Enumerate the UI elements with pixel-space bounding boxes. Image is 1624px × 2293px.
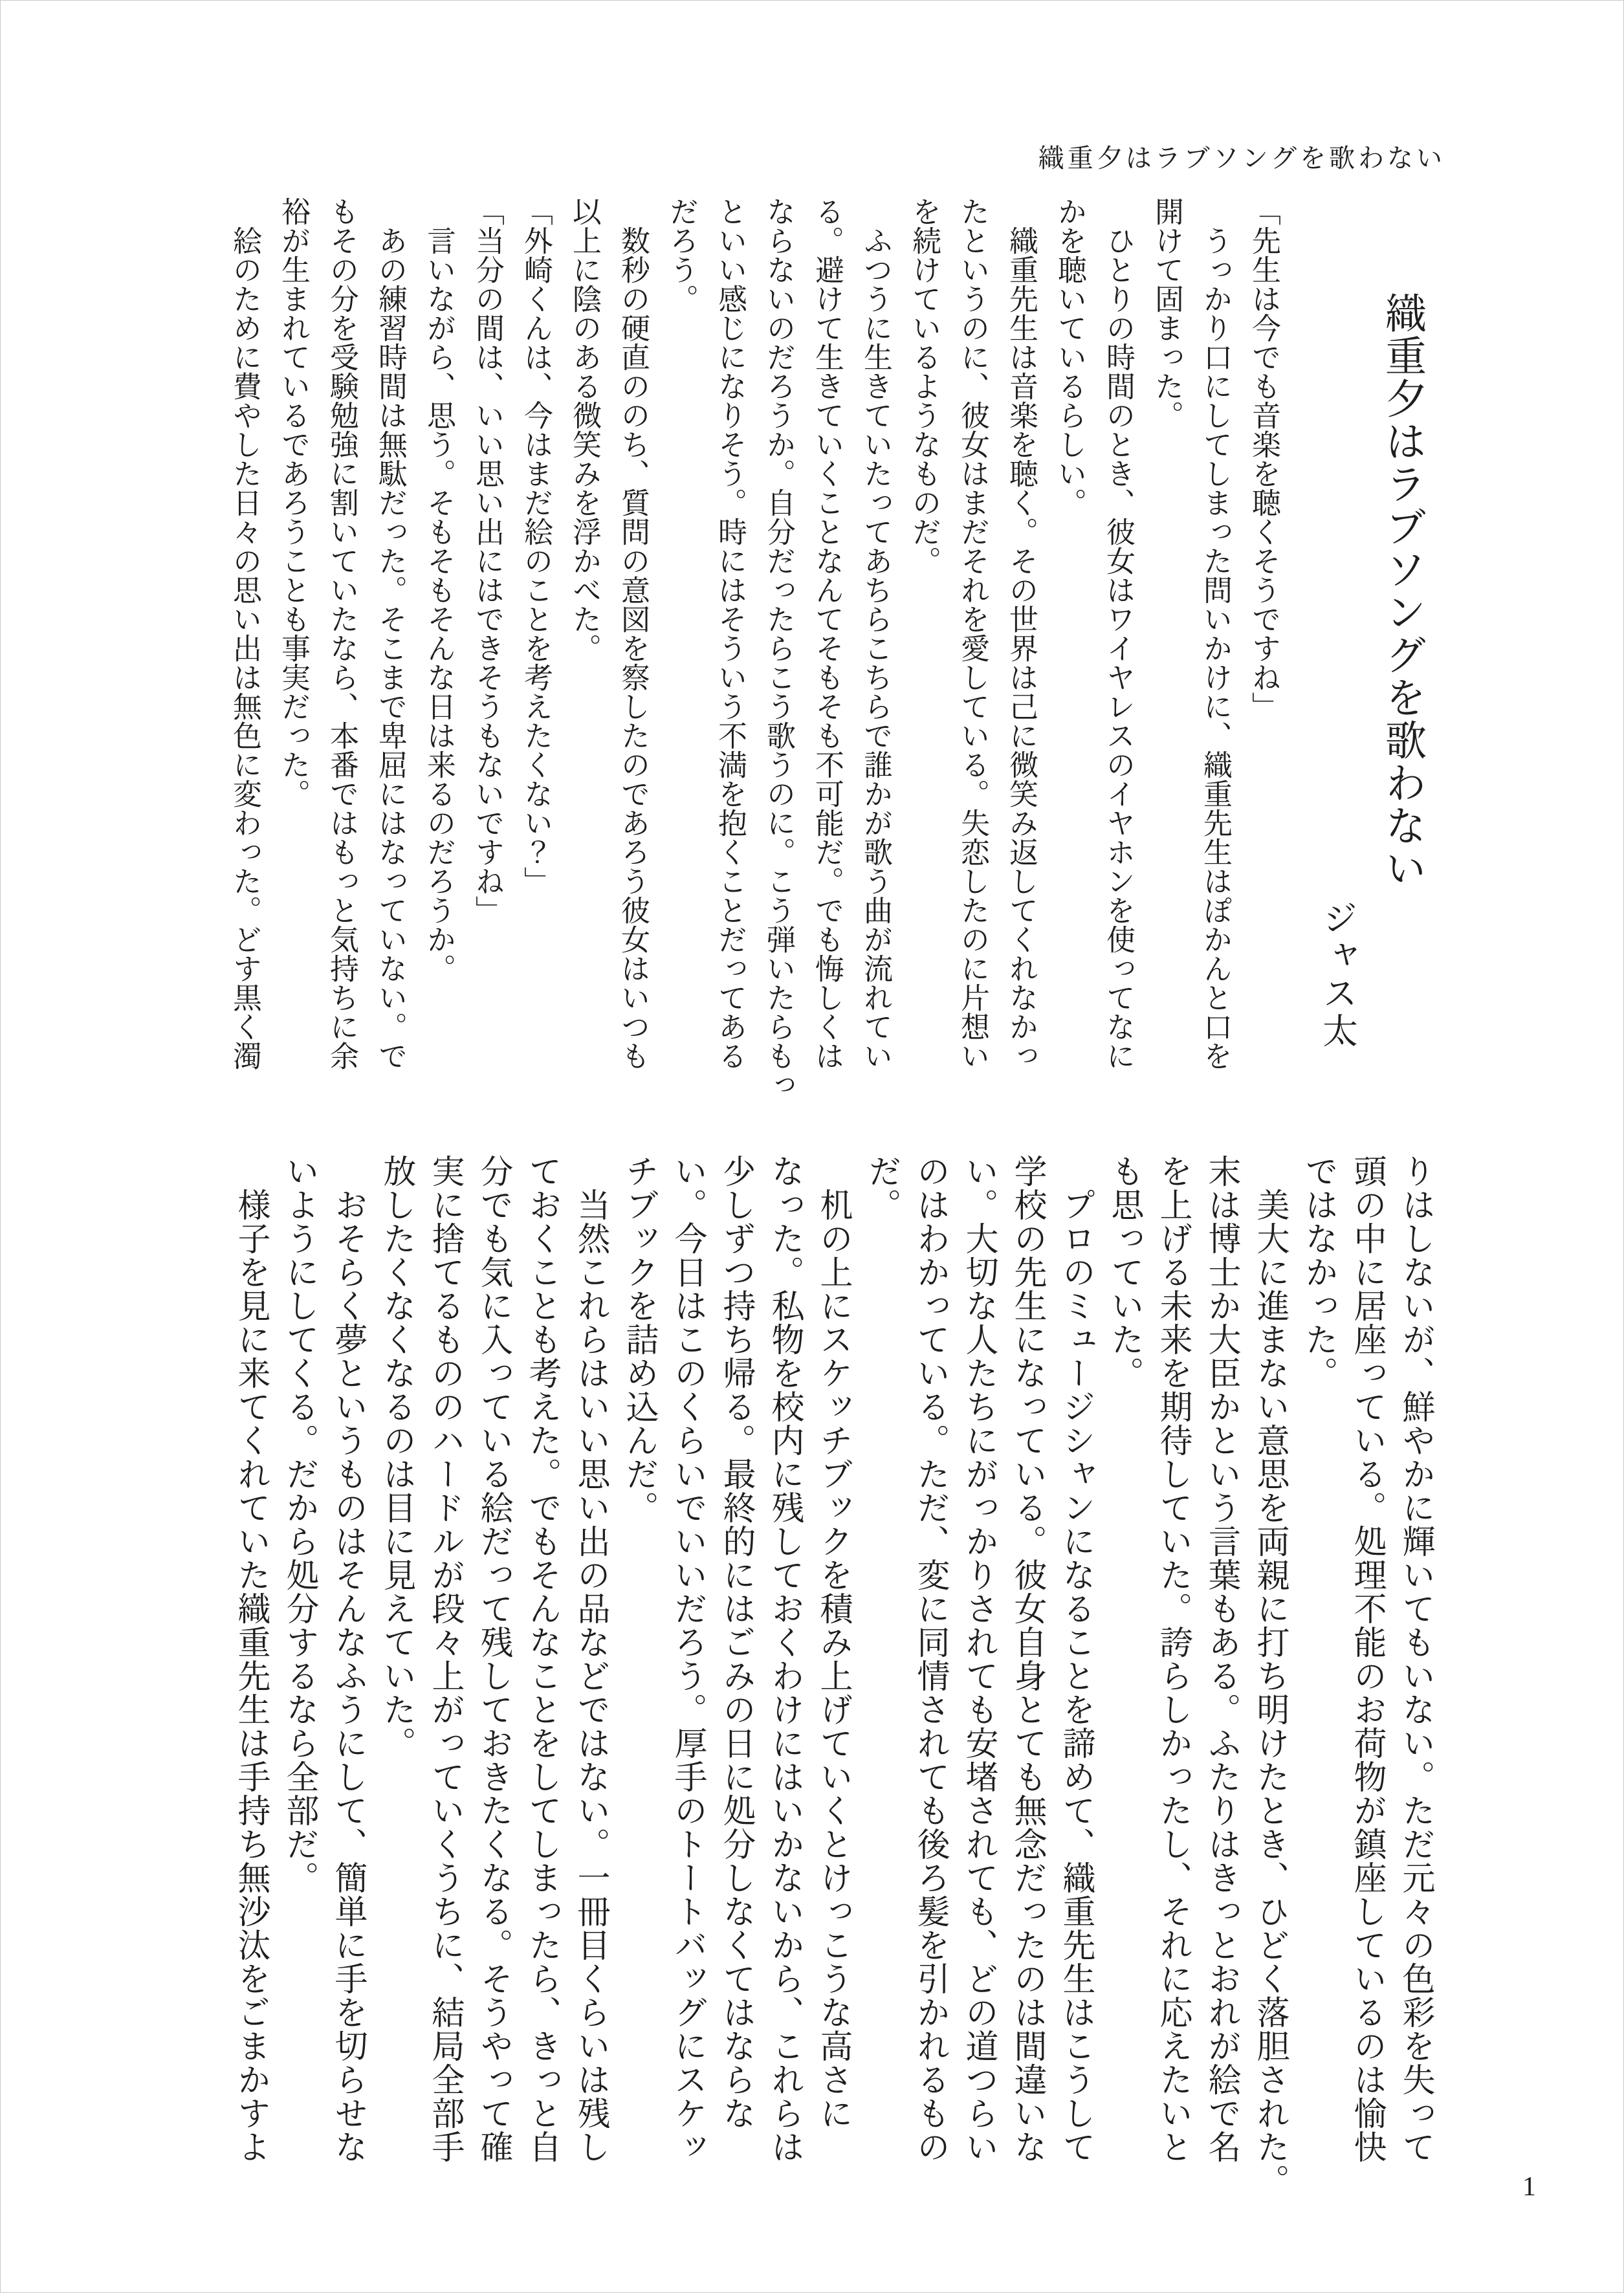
text-column: る。避けて生きていくことなんてそもそも不可能だ。でも悔しくは	[811, 197, 843, 1070]
author-name: ジャス太	[1318, 900, 1357, 1050]
body-text-upper-block	[220, 197, 1288, 1099]
text-column: おそらく夢というものはそんなふうにして、簡単に手を切らせな	[329, 1154, 366, 2164]
text-column: りはしないが、鮮やかに輝いてもいない。ただ元々の色彩を失って	[1397, 1154, 1433, 2164]
text-column: うっかり口にしてしまった問いかけに、織重先生はぽかんと口を	[1199, 197, 1231, 1070]
text-column: ではなかった。	[1300, 1154, 1336, 1390]
text-column: ひとりの時間のとき、彼女はワイヤレスのイヤホンを使ってなに	[1102, 197, 1134, 1070]
text-column: 末は博士か大臣かという言葉もある。ふたりはきっとおれが絵で名	[1203, 1154, 1239, 2164]
text-column: 「外崎くんは、今はまだ絵のことを考えたくない？」	[520, 197, 552, 895]
page-title: 織重夕はラブソングを歌わない	[1379, 292, 1425, 890]
text-column: といい感じになりそう。時にはそういう不満を抱くことだってある	[714, 197, 746, 1070]
text-column: 当然これらはいい思い出の品などではない。一冊目くらいは残し	[572, 1154, 608, 2164]
text-column: 頭の中に居座っている。処理不能のお荷物が鎮座しているのは愉快	[1348, 1154, 1385, 2164]
text-column: 美大に進まない意思を両親に打ち明けたとき、ひどく落胆された。	[1251, 1154, 1288, 2197]
text-column: だろう。	[665, 197, 697, 313]
text-column: チブックを詰め込んだ。	[620, 1154, 657, 1524]
text-column: 分でも気に入っている絵だって残しておきたくなる。そうやって確	[475, 1154, 511, 2164]
text-column: のはわかっている。ただ、変に同情されても後ろ髪を引かれるもの	[912, 1154, 948, 2164]
text-column: 「当分の間は、いい思い出にはできそうもないですね」	[471, 197, 503, 925]
text-column: 実に捨てるもののハードルが段々上がっていくうちに、結局全部手	[426, 1154, 463, 2164]
text-column: も思っていた。	[1106, 1154, 1142, 1390]
text-column: 「先生は今でも音楽を聴くそうですね」	[1247, 197, 1280, 721]
text-column: 少しずつ持ち帰る。最終的にはごみの日に処分しなくてはならな	[718, 1154, 754, 2130]
text-column: ならないのだろうか。自分だったらこう歌うのに。こう弾いたらもっ	[762, 197, 795, 1099]
text-column: 数秒の硬直ののち、質問の意図を察したのであろう彼女はいつも	[617, 197, 649, 1070]
text-column: 言いながら、思う。そもそもそんな日は来るのだろうか。	[422, 197, 455, 983]
text-column: 開けて固まった。	[1150, 197, 1183, 430]
text-column: かを聴いているらしい。	[1053, 197, 1086, 517]
text-column: 以上に陰のある微笑みを浮かべた。	[568, 197, 600, 663]
text-column: だ。	[863, 1154, 899, 1222]
text-column: い。今日はこのくらいでいいだろう。厚手のトートバッグにスケッ	[669, 1154, 705, 2164]
running-header: 織重夕はラブソングを歌わない	[1038, 144, 1445, 173]
text-column: 机の上にスケッチブックを積み上げていくとけっこうな高さに	[815, 1154, 851, 2130]
text-column: 裕が生まれているであろうことも事実だった。	[277, 197, 309, 808]
text-column: ておくことも考えた。でもそんなことをしてしまったら、きっと自	[523, 1154, 560, 2164]
text-column: 放したくなくなるのは目に見えていた。	[378, 1154, 414, 1760]
text-column: あの練習時間は無駄だった。そこまで卑屈にはなっていない。で	[374, 197, 406, 1070]
text-column: 絵のために費やした日々の思い出は無色に変わった。どす黒く濁	[228, 197, 261, 1070]
text-column: もその分を受験勉強に割いていたなら、本番ではもっと気持ちに余	[325, 197, 358, 1070]
text-column: 様子を見に来てくれていた織重先生は手持ち無沙汰をごまかすよ	[232, 1154, 269, 2164]
text-column: 学校の先生になっている。彼女自身とても無念だったのは間違いな	[1009, 1154, 1045, 2164]
text-column: いようにしてくる。だから処分するなら全部だ。	[281, 1154, 317, 1894]
text-column: プロのミュージシャンになることを諦めて、織重先生はこうして	[1057, 1154, 1093, 2164]
text-column: 織重先生は音楽を聴く。その世界は己に微笑み返してくれなかっ	[1005, 197, 1037, 1070]
body-text-lower-block	[226, 1154, 1439, 2197]
text-column: い。大切な人たちにがっかりされても安堵されても、どの道つらい	[960, 1154, 996, 2164]
text-column: を上げる未来を期待していた。誇らしかったし、それに応えたいと	[1154, 1154, 1191, 2164]
text-column: を続けているようなものだ。	[908, 197, 940, 575]
page-number: 1	[1522, 2172, 1536, 2202]
text-column: ふつうに生きていたってあちらこちらで誰かが歌う曲が流れてい	[859, 197, 892, 1070]
title-area	[1317, 292, 1428, 1101]
text-column: なった。私物を校内に残しておくわけにはいかないから、これらは	[766, 1154, 802, 2164]
text-column: たというのに、彼女はまだそれを愛している。失恋したのに片想い	[956, 197, 989, 1070]
